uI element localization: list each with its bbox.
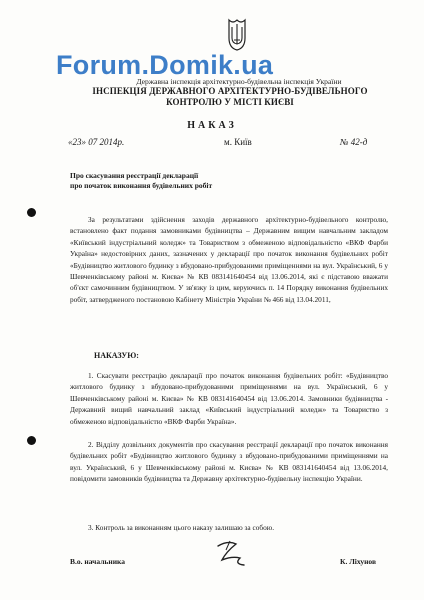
- trident-emblem-icon: [226, 18, 248, 52]
- watermark: Forum.Domik.ua: [56, 50, 274, 80]
- paragraph-item-2: 2. Відділу дозвільних документів про скасування реєстрації декларації про початок виконання будівельних робіт «Будівництво житлового будинку з вбудовано-прибудованими приміщеннями на вул. Український, 6 у Шевченківському районі м. Києва» № КВ 083141640454 від 13.06.2014, повідомити замовників будівництва та Державну архітектурно-будівельну інспекцію України.: [70, 440, 388, 484]
- paragraph-item-3: 3. Контроль за виконанням цього наказу залишаю за собою.: [88, 523, 275, 532]
- document-title: НАКАЗ: [187, 120, 237, 131]
- document-number: № 42-д: [340, 137, 368, 147]
- ministry-line: Державна інспекція архітектурно-будівельна інспекція України: [136, 77, 342, 86]
- document-date: «23» 07 2014р.: [68, 137, 125, 147]
- paragraph-preamble: За результатами здійснення заходів державного архітектурно-будівельного контролю, встановлено факт подання замовниками будівництва – Державним вищим навчальним закладом «Київський індустріальний коледж» та Товариством з обмеженою відповідальністю «ВКФ Фарби Україна» недостовірних даних, зазначених у декларації про початок виконання будівельних робіт «Будівництво житлового будинку з вбудовано-прибудованими приміщеннями на вул. Український, 6 у Шевченківському районі м. Києва» № КВ 083141640454 від 13.06.2014, які є підставою вважати об'єкт самочинним будівництвом. У зв'язку із цим, керуючись п. 14 Порядку виконання будівельних робіт, затвердженого постановою Кабінету Міністрів України № 466 від 13.04.2011,: [70, 215, 388, 304]
- handwritten-signature: [214, 538, 250, 568]
- signatory-position: В.о. начальника: [70, 557, 125, 566]
- document-subject: [70, 171, 290, 191]
- organization-name-line1: ІНСПЕКЦІЯ ДЕРЖАВНОГО АРХІТЕКТУРНО-БУДІВЕЛЬНОГО: [92, 86, 368, 96]
- paragraph-item-1: 1. Скасувати реєстрацію декларації про початок виконання будівельних робіт: «Будівництво житлового будинку з вбудовано-прибудованими приміщеннями на вул. Український, 6 у Шевченківському районі м. Києва» № КВ 083141640454 від 13.06.2014. Замовники будівництва - Державний вищий навчальний заклад «Київський індустріальний коледж» та Товариство з обмеженою відповідальністю «ВКФ Фарби Україна».: [70, 371, 388, 426]
- date-row: [0, 137, 424, 151]
- organization-name-line2: КОНТРОЛЮ У МІСТІ КИЄВІ: [166, 97, 294, 107]
- subject-line: про початок виконання будівельних робіт: [70, 181, 213, 190]
- subject-line: Про скасування реєстрації декларації: [70, 171, 199, 180]
- punch-hole: [27, 436, 36, 445]
- document-city: м. Київ: [224, 137, 252, 147]
- order-heading: НАКАЗУЮ:: [94, 351, 139, 360]
- punch-hole: [27, 208, 36, 217]
- signatory-name: К. Ліхунов: [340, 557, 377, 566]
